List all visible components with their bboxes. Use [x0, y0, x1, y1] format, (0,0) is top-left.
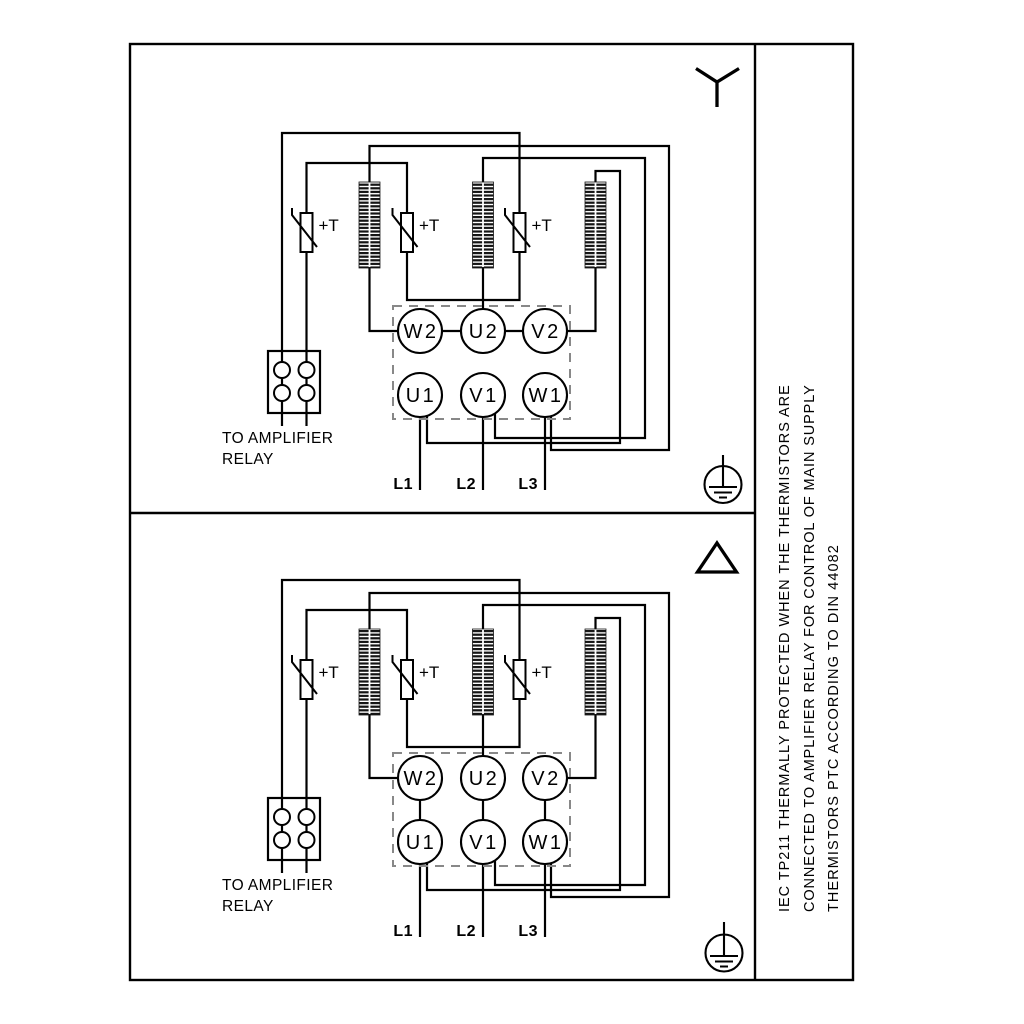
winding-coil	[585, 182, 606, 268]
winding-coil	[359, 182, 380, 268]
terminal-u1-label: U1	[405, 832, 437, 854]
supply-l2-label: L2	[456, 923, 476, 940]
ground-icon	[705, 455, 742, 503]
terminal-w1-label: W1	[528, 832, 564, 854]
thermistor	[393, 208, 440, 252]
relay-caption-line1: TO AMPLIFIER	[222, 430, 334, 447]
thermistor	[292, 655, 339, 699]
terminal-u2-label: U2	[468, 321, 500, 343]
thermistor	[292, 208, 339, 252]
terminal-v2-label: V2	[531, 321, 561, 343]
terminal-w2-label: W2	[403, 321, 439, 343]
winding-coil	[473, 629, 494, 715]
delta-series-links	[420, 800, 545, 820]
thermistor	[505, 655, 552, 699]
thermistor-label: +T	[531, 663, 552, 682]
side-note-line3: THERMISTORS PTC ACCORDING TO DIN 44082	[826, 545, 842, 912]
star-diagram	[222, 69, 742, 504]
relay-caption-line1: TO AMPLIFIER	[222, 877, 334, 894]
relay-caption-line2: RELAY	[222, 898, 274, 915]
side-note-line1: IEC TP211 THERMALLY PROTECTED WHEN THE THERMISTORS ARE	[777, 385, 793, 912]
side-note-line2: CONNECTED TO AMPLIFIER RELAY FOR CONTROL OF MAIN SUPPLY	[802, 385, 818, 912]
terminal-v1-label: V1	[469, 832, 499, 854]
winding-coil	[359, 629, 380, 715]
ground-icon	[706, 922, 743, 972]
thermistor-label: +T	[419, 216, 440, 235]
supply-l3-label: L3	[518, 476, 538, 493]
supply-l3-label: L3	[518, 923, 538, 940]
winding-coil	[473, 182, 494, 268]
supply-l2-label: L2	[456, 476, 476, 493]
thermistor	[505, 208, 552, 252]
winding-coil	[585, 629, 606, 715]
supply-l1-label: L1	[393, 476, 413, 493]
terminal-w2-label: W2	[403, 768, 439, 790]
thermistor-label: +T	[531, 216, 552, 235]
terminal-v1-label: V1	[469, 385, 499, 407]
terminal-v2-label: V2	[531, 768, 561, 790]
side-note-panel	[777, 385, 842, 912]
terminal-u1-label: U1	[405, 385, 437, 407]
terminal-block	[393, 306, 570, 419]
terminal-u2-label: U2	[468, 768, 500, 790]
thermistor-label: +T	[419, 663, 440, 682]
relay-caption-line2: RELAY	[222, 451, 274, 468]
thermistor	[393, 655, 440, 699]
delta-connection-icon	[698, 543, 737, 572]
supply-l1-label: L1	[393, 923, 413, 940]
thermistor-label: +T	[318, 216, 339, 235]
delta-diagram	[222, 543, 743, 972]
thermistor-label: +T	[318, 663, 339, 682]
amplifier-relay-connector	[268, 798, 320, 860]
terminal-w1-label: W1	[528, 385, 564, 407]
amplifier-relay-connector	[268, 351, 320, 413]
star-connection-icon	[696, 69, 739, 108]
